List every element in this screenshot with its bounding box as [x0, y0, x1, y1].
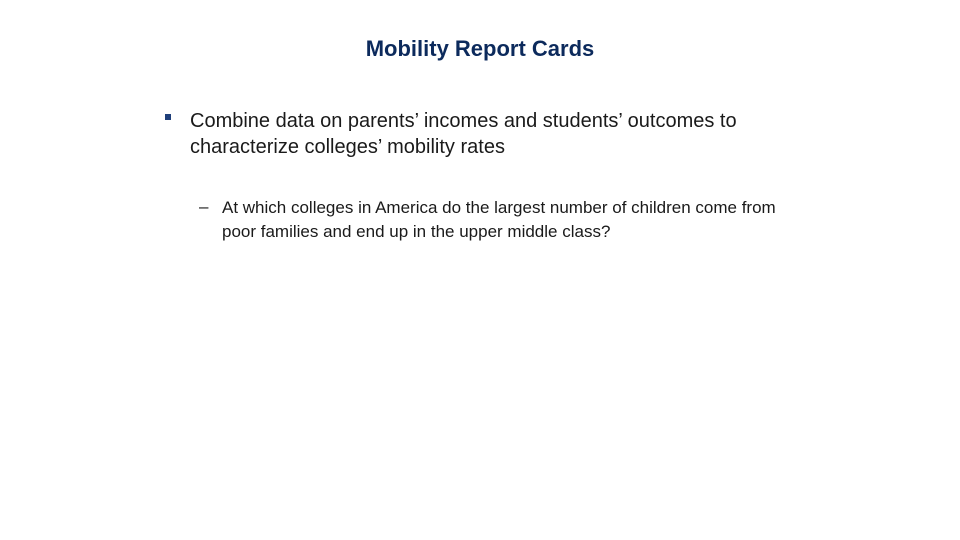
dash-bullet-icon: – — [199, 197, 209, 216]
sub-bullet-text: At which colleges in America do the largest number of children come from poor families and end up in the upper middle class? — [222, 198, 776, 241]
bullet-text: Combine data on parents’ incomes and students’ outcomes to characterize colleges’ mobility rates — [190, 110, 737, 158]
square-bullet-icon — [165, 114, 171, 120]
slide-title: Mobility Report Cards — [365, 36, 595, 61]
